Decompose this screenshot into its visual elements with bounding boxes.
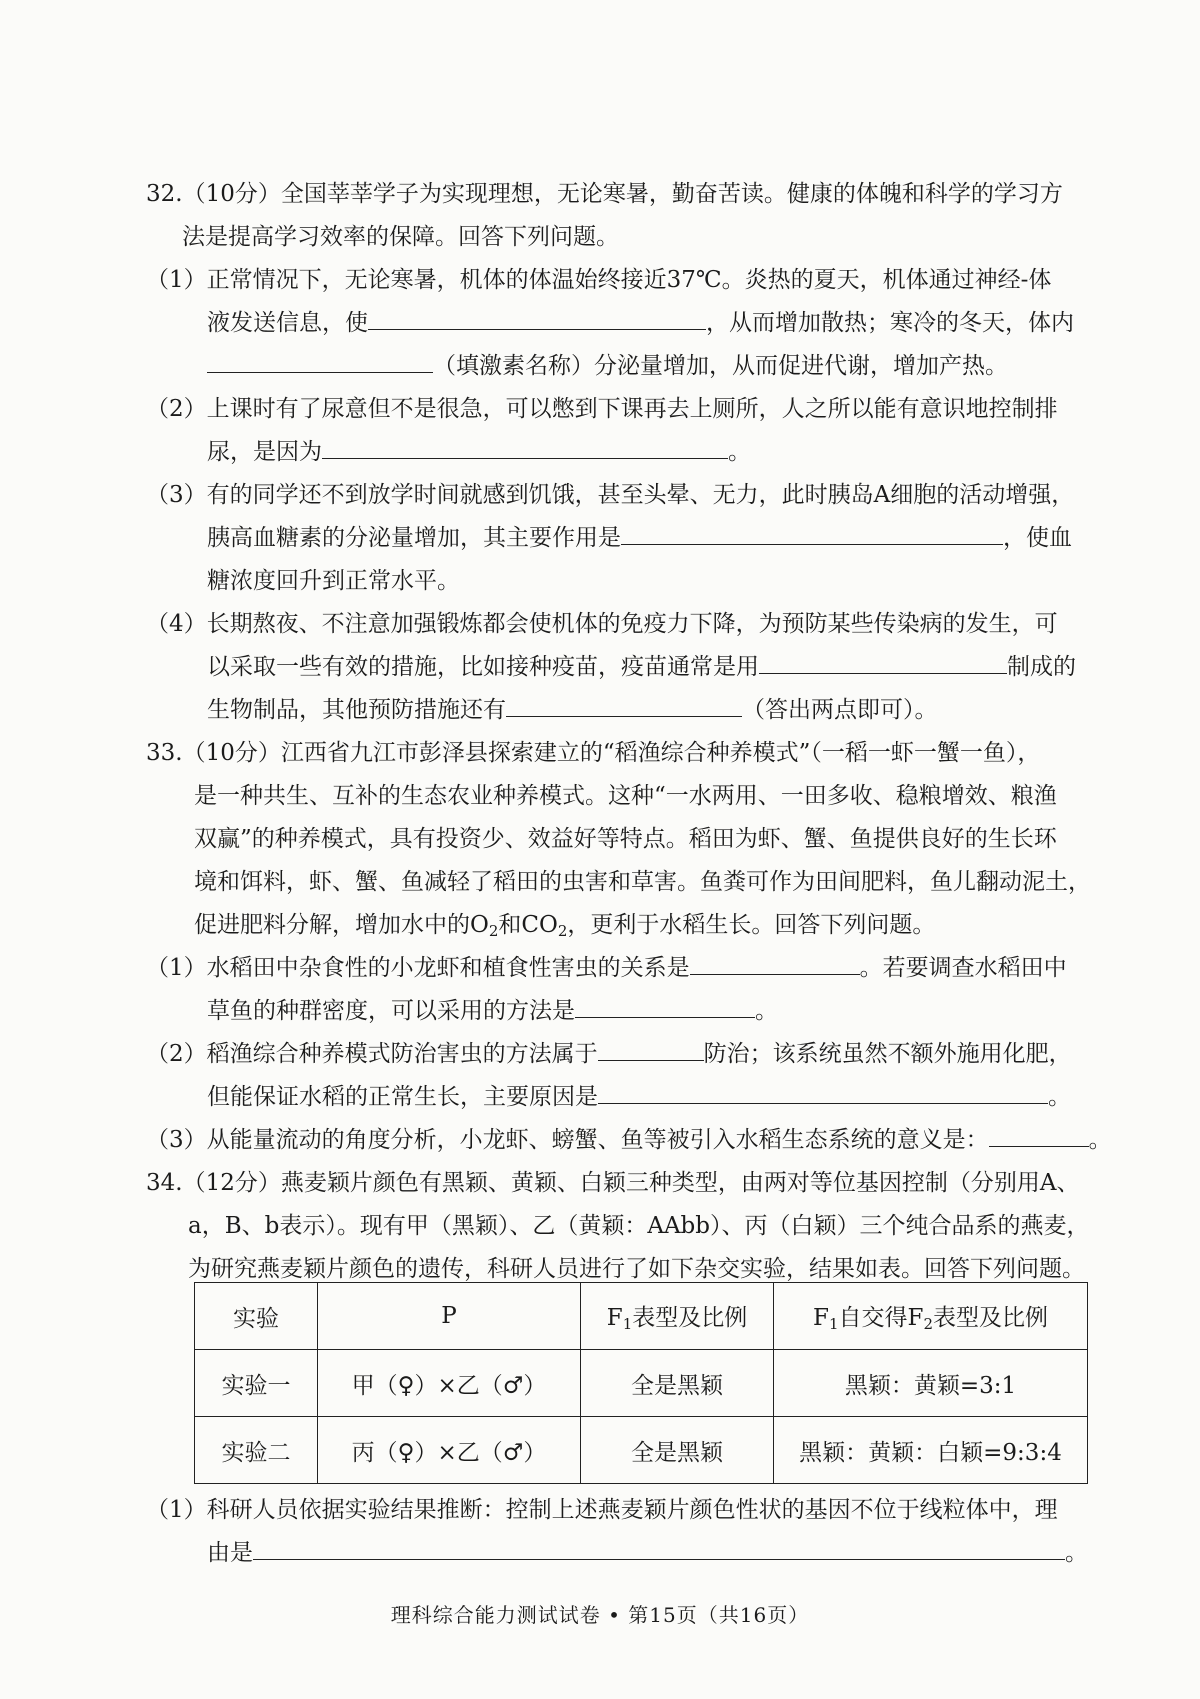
q32-sub3-line-1: （3）有的同学还不到放学时间就感到饥饿，甚至头晕、无力，此时胰岛A细胞的活动增强，: [146, 482, 1075, 508]
q33-sub2-text-d: 。: [1048, 1084, 1071, 1110]
q32-sub4-text-b: 制成的: [1007, 654, 1076, 680]
q33-subscript-1: 2: [488, 922, 499, 940]
q32-line-2: 法是提高学习效率的保障。回答下列问题。: [182, 224, 619, 250]
answer-blank-32-2[interactable]: [322, 436, 728, 459]
q32-sub1-line-2: [207, 307, 1074, 339]
header-cell-f1: [581, 1283, 774, 1350]
q33-sub3-line: [146, 1124, 1112, 1156]
header-cell-experiment: 实验: [195, 1283, 318, 1350]
q33-sub1-line-1: [146, 952, 1067, 984]
table-cell: 全是黑颖: [581, 1417, 774, 1484]
answer-blank-32-4b[interactable]: [506, 694, 742, 717]
q32-sub1-line-1: （1）正常情况下，无论寒暑，机体的体温始终接近37℃。炎热的夏天，机体通过神经-体: [146, 267, 1052, 293]
q33-sub2-line-2: [207, 1081, 1071, 1113]
q32-sub2-line-1: （2）上课时有了尿意但不是很急，可以憋到下课再去上厕所，人之所以能有意识地控制排: [146, 396, 1058, 422]
answer-blank-33-3[interactable]: [989, 1124, 1089, 1147]
header-f2-subscript-1: 1: [828, 1315, 839, 1333]
header-cell-f2: [774, 1283, 1088, 1350]
q33-line-3: 双赢”的种养模式，具有投资少、效益好等特点。稻田为虾、蟹、鱼提供良好的生长环: [194, 826, 1057, 852]
q33-sub2-text-b: 防治；该系统虽然不额外施用化肥，: [703, 1041, 1072, 1067]
table-cell: 丙（♀）×乙（♂）: [318, 1417, 581, 1484]
q33-text-c: ，更利于水稻生长。回答下列问题。: [567, 912, 936, 938]
page-footer: 理科综合能力测试试卷 • 第15页（共16页）: [390, 1603, 810, 1627]
q32-sub1-text-c: （填激素名称）分泌量增加，从而促进代谢，增加产热。: [433, 353, 1008, 379]
table-row: [195, 1350, 1088, 1417]
answer-blank-33-1a[interactable]: [690, 952, 860, 975]
q32-sub1-text-b: ，从而增加散热；寒冷的冬天，体内: [706, 310, 1074, 336]
header-f1-subscript: 1: [622, 1315, 633, 1333]
answer-blank-33-1b[interactable]: [575, 995, 755, 1018]
header-f2-text-b: 表型及比例: [933, 1305, 1049, 1331]
q33-sub3-text-b: 。: [1088, 1127, 1112, 1153]
q32-sub4-line-3: [207, 694, 938, 726]
table-cell: 实验二: [195, 1417, 318, 1484]
q34-sub1-text-b: 。: [1065, 1540, 1088, 1566]
q32-line-1: 32.（10分）全国莘莘学子为实现理想，无论寒暑，勤奋苦读。健康的体魄和科学的学习方: [146, 181, 1063, 207]
table-cell: 黑颖：黄颖=3:1: [774, 1350, 1088, 1417]
q34-sub1-line-1: （1）科研人员依据实验结果推断：控制上述燕麦颖片颜色性状的基因不位于线粒体中，理: [146, 1497, 1058, 1523]
table-cell: 黑颖：黄颖：白颖=9:3:4: [774, 1417, 1088, 1484]
answer-blank-34-1[interactable]: [253, 1537, 1065, 1560]
q33-line-2: 是一种共生、互补的生态农业种养模式。这种“一水两用、一田多收、稳粮增效、粮渔: [194, 783, 1057, 809]
q32-sub4-text-d: （答出两点即可）。: [742, 697, 938, 723]
q33-sub2-text-a: （2）稻渔综合种养模式防治害虫的方法属于: [146, 1041, 598, 1067]
q32-sub2-text-a: 尿，是因为: [207, 439, 322, 465]
q32-sub4-line-2: [207, 651, 1076, 683]
header-f2-letter: F: [812, 1305, 829, 1331]
q32-sub3-text-a: 胰高血糖素的分泌量增加，其主要作用是: [207, 525, 621, 551]
q33-sub2-text-c: 但能保证水稻的正常生长，主要原因是: [207, 1084, 598, 1110]
q33-line-5: [194, 909, 935, 947]
q33-sub1-text-a: （1）水稻田中杂食性的小龙虾和植食性害虫的关系是: [146, 955, 690, 981]
answer-blank-32-4a[interactable]: [759, 651, 1007, 674]
table-cell: 实验一: [195, 1350, 318, 1417]
q32-sub1-line-3: [207, 350, 1008, 382]
q32-sub1-text-a: 液发送信息，使: [207, 310, 368, 336]
q33-sub1-line-2: [207, 995, 778, 1027]
q32-sub4-line-1: （4）长期熬夜、不注意加强锻炼都会使机体的免疫力下降，为预防某些传染病的发生，可: [146, 611, 1058, 637]
answer-blank-33-2a[interactable]: [598, 1038, 704, 1061]
answer-blank-32-1a[interactable]: [368, 307, 706, 330]
table-cell: 甲（♀）×乙（♂）: [318, 1350, 581, 1417]
q34-sub1-text-a: 由是: [207, 1540, 253, 1566]
q33-sub1-text-b: 。若要调查水稻田中: [859, 955, 1067, 981]
q32-sub2-text-b: 。: [728, 439, 751, 465]
header-f1-text: 表型及比例: [632, 1305, 748, 1331]
q32-sub2-line-2: [207, 436, 751, 468]
q33-sub3-text-a: （3）从能量流动的角度分析，小龙虾、螃蟹、鱼等被引入水稻生态系统的意义是：: [146, 1127, 989, 1153]
table-header-row: [195, 1283, 1088, 1350]
q33-line-1: 33.（10分）江西省九江市彭泽县探索建立的“稻渔综合种养模式”（一稻一虾一蟹一鱼），: [146, 740, 1041, 766]
q34-sub1-line-2: [207, 1537, 1088, 1569]
header-f2-subscript-2: 2: [923, 1315, 934, 1333]
experiment-table: [194, 1282, 1088, 1484]
q34-line-3: 为研究燕麦颖片颜色的遗传，科研人员进行了如下杂交实验，结果如表。回答下列问题。: [188, 1256, 1085, 1282]
q34-line-1: 34.（12分）燕麦颖片颜色有黑颖、黄颖、白颖三种类型，由两对等位基因控制（分别用A、: [146, 1170, 1080, 1196]
q33-subscript-2: 2: [557, 922, 568, 940]
q34-line-2: a，B、b表示）。现有甲（黑颖）、乙（黄颖：AAbb）、丙（白颖）三个纯合品系的燕麦，: [188, 1213, 1090, 1239]
q33-line-4: 境和饵料，虾、蟹、鱼减轻了稻田的虫害和草害。鱼粪可作为田间肥料，鱼儿翻动泥土，: [194, 869, 1091, 895]
q32-sub3-line-2: [207, 522, 1072, 554]
q32-sub4-text-a: 以采取一些有效的措施，比如接种疫苗，疫苗通常是用: [207, 654, 759, 680]
header-f2-text-a: 自交得F: [838, 1305, 924, 1331]
table-cell: 全是黑颖: [581, 1350, 774, 1417]
q32-sub3-line-3: 糖浓度回升到正常水平。: [207, 568, 460, 594]
q33-text-b: 和CO: [498, 912, 558, 938]
answer-blank-33-2b[interactable]: [598, 1081, 1048, 1104]
q33-sub2-line-1: [146, 1038, 1072, 1070]
q32-sub3-text-b: ，使血: [1003, 525, 1072, 551]
q33-sub1-text-d: 。: [755, 998, 778, 1024]
answer-blank-32-3[interactable]: [621, 522, 1003, 545]
answer-blank-32-1b[interactable]: [207, 350, 433, 373]
q32-sub4-text-c: 生物制品，其他预防措施还有: [207, 697, 506, 723]
q33-text-a: 促进肥料分解，增加水中的O: [194, 912, 489, 938]
header-cell-parents: P: [318, 1283, 581, 1350]
header-f1-letter: F: [606, 1305, 623, 1331]
q33-sub1-text-c: 草鱼的种群密度，可以采用的方法是: [207, 998, 575, 1024]
table-row: [195, 1417, 1088, 1484]
